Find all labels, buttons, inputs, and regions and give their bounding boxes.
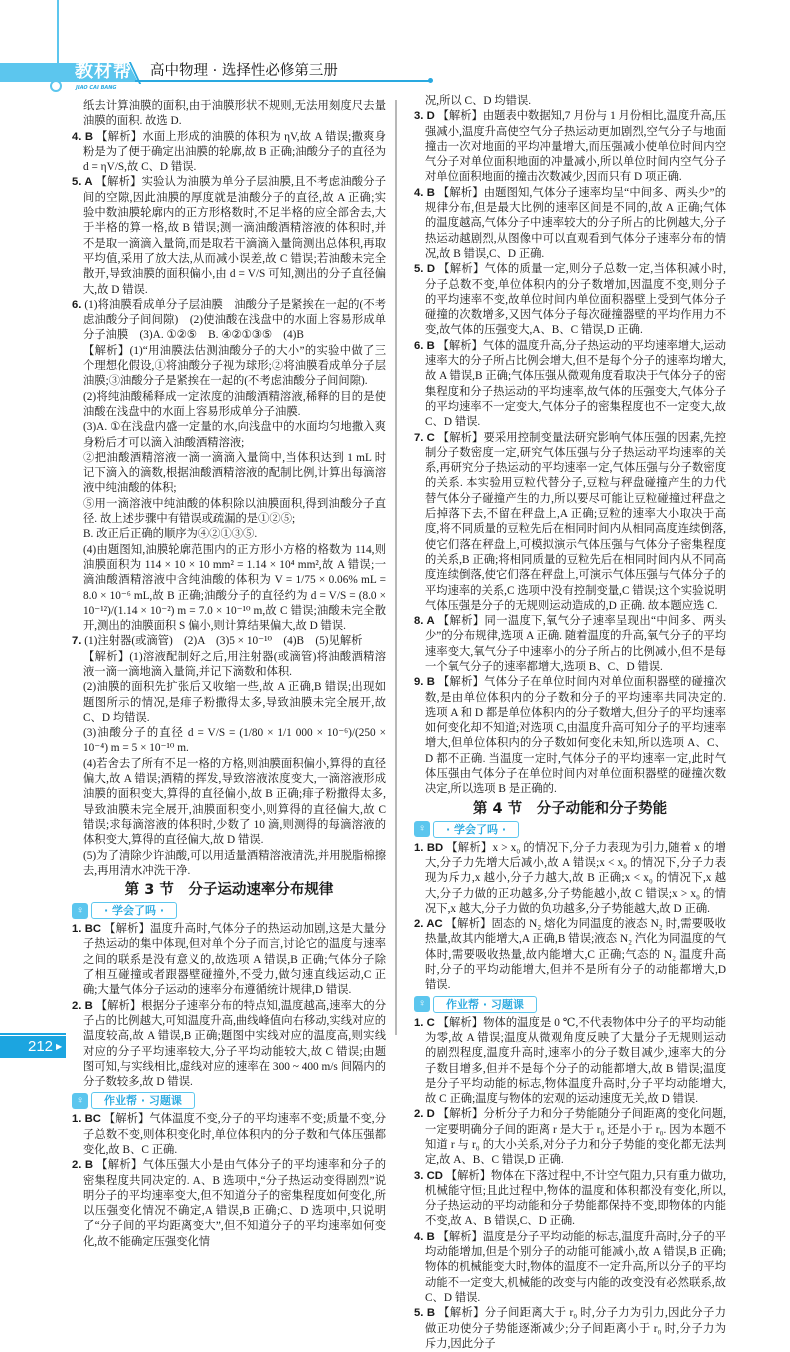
header-rule-dot <box>428 78 433 83</box>
answer-item <box>414 675 726 797</box>
answer-number: 2. B <box>72 1159 94 1172</box>
answer-text: 【解析】x > x₀ 的情况下,分子力表现为引力,随着 x 的增大,分子力先增大后减小,故 A 错误;x < x₀ 的情况下,分子力表现为斥力,x 越小,分子力越大,故 B 正确;x < x₀ 的情况下,x 越大,分子力做的正功越多,分子势能越小,故 C 错误;x > x₀ 的情况下,x 越大,分子力做的负功越多,分子势能越大,故 D 正确. <box>425 841 726 915</box>
answer-text: 【解析】气体分子在单位时间内对单位面积器壁的碰撞次数,是由单位体积内的分子数和分子的平均速率共同决定的. 选项 A 和 D 都是单位体积内的分子数增大,但分子的平均速率如何变化却不知道;对选项 C,由温度升高可知分子的平均速率增大,但单位体积内的分子数如何变化未知,所以选项 A、C、D 都不正确. 当温度一定时,气体分子的平均速率一定,此时气体压强由气体分子在单位时间内对单位面积器壁的碰撞次数决定,所以选项 B 是正确的. <box>425 676 726 796</box>
answer-number: 3. D <box>414 110 435 123</box>
answer-item <box>72 175 386 297</box>
answer-number: 6. <box>72 298 82 311</box>
answer-number: 1. BC <box>72 1113 101 1126</box>
brand-pinyin: JIAO CAI BANG <box>76 85 117 91</box>
answer-number: 3. CD <box>414 1169 443 1182</box>
page-number-frame <box>0 1033 66 1035</box>
section-title: 第 3 节 分子运动速率分布规律 <box>124 882 334 899</box>
answer-number: 5. D <box>414 263 436 276</box>
explanation-paragraph: (4)由题图知,油膜轮廓范围内的正方形小方格的格数为 114,则油膜面积为 114 × 10 × 10 mm² = 1.14 × 10⁴ mm²,故 A 错误;一滴油酸酒精溶液中含纯油酸的体积为 V = 1/75 × 0.06% mL = 8.0 × 10⁻⁶ mL,故 B 正确;油酸分子的直径约为 d = V/S = (8.0 × 10⁻¹²)/(1.14 × 10⁻²) m = 7.0 × 10⁻¹⁰ m,故 C 错误;油酸未完全散开,测出的油膜面积 S 偏小,则计算结果偏大,故 D 错误. <box>83 543 386 633</box>
answer-item <box>72 298 386 344</box>
section-tag <box>72 902 386 919</box>
answer-item <box>414 262 726 338</box>
answer-text: 【解析】由题图知,气体分子速率均呈“中间多、两头少”的规律分布,但是最大比例的速率区间是不同的,故 A 正确;气体的温度越高,气体分子中速率较大的分子所占的比例越大,分子热运动越剧烈,从图像中可以直观看到气体分子速率分布的情况,故 B 错误,C、D 正确. <box>425 186 727 260</box>
explanation-paragraph: 【解析】(1)“用油膜法估测油酸分子的大小”的实验中做了三个理想化假设,①将油酸分子视为球形;②将油膜看成单分子层油膜;③油酸分子是紧挨在一起的(不考虑油酸分子间间隙). <box>83 344 386 388</box>
brand-logo: 教材帮 <box>75 61 132 82</box>
answer-number: 4. B <box>72 130 93 143</box>
answer-number: 1. C <box>414 1016 435 1029</box>
lightbulb-icon: ♀ <box>414 821 430 837</box>
answer-number: 2. AC <box>414 918 443 931</box>
answer-text: 【解析】物体的温度是 0 ℃,不代表物体中分子的平均动能为零,故 A 错误;温度从微观角度反映了大量分子无规则运动的剧烈程度,温度升高时,速率小的分子数目减少,速率大的分子数目增多,但并不是每个分子的动能都增大,故 B 错误;温度是分子平均动能的标志,物体温度升高时,分子平均动能增大,故 C 正确;温度与物体的宏观的运动速度无关,故 D 错误. <box>425 1016 727 1106</box>
answer-item <box>414 109 726 185</box>
section-tag <box>414 996 726 1013</box>
answer-item <box>414 841 726 917</box>
answer-number: 8. A <box>414 615 435 628</box>
explanation-paragraph: ⑤用一滴溶液中纯油酸的体积除以油膜面积,得到油酸分子直径. 故上述步骤中有错误或疏漏的是①②⑤; <box>83 497 386 526</box>
explanation-paragraph: (5)为了清除少许油酸,可以用适量酒精溶液清洗,并用脱脂棉擦去,再用清水冲洗干净. <box>83 849 386 877</box>
explanation-paragraph: (2)将纯油酸稀释成一定浓度的油酸酒精溶液,稀释的目的是使油酸在浅盘中的水面上容易形成单分子油膜. <box>83 390 386 418</box>
answer-number: 6. B <box>414 339 435 352</box>
answer-number: 2. D <box>414 1108 435 1121</box>
answer-text: 【解析】气体温度不变,分子的平均速率不变;质量不变,分子总数不变,则体积变化时,单位体积内的分子数和气体压强都变化,故 B、C 正确. <box>83 1113 386 1156</box>
answer-item <box>414 339 726 431</box>
section-tag-label: 作业帮 · 习题课 <box>91 1092 195 1109</box>
section-title: 第 4 节 分子动能和分子势能 <box>472 800 668 817</box>
answer-number: 9. B <box>414 676 435 689</box>
answer-text: 【解析】同一温度下,氧气分子速率呈现出“中间多、两头少”的分布规律,选项 A 正确. 随着温度的升高,氧气分子的平均速率变大,氧气分子中速率小的分子所占的比例减小,但不是每一个氧气分子的速率都增大,选项 B、C、D 错误. <box>425 615 726 673</box>
lightbulb-icon: ♀ <box>414 996 430 1012</box>
answer-number: 7. C <box>414 431 435 444</box>
answer-text: 【解析】物体在下落过程中,不计空气阻力,只有重力做功,机械能守恒;且此过程中,物体的温度和体积都没有变化,所以,分子热运动的平均动能和分子势能都保持不变,即物体的内能不变,故 A、B 错误,C、D 正确. <box>425 1169 726 1228</box>
column-divider <box>395 100 397 1035</box>
answer-item <box>414 186 726 262</box>
answer-item <box>414 917 726 993</box>
answer-number: 7. <box>72 635 82 648</box>
answer-item <box>414 1306 726 1352</box>
explanation-paragraph: (2)油膜的面积先扩张后又收缩一些,故 A 正确,B 错误;出现如题图所示的情况,是痱子粉撒得太多,导致油膜未完全展开,故 C、D 均错误. <box>83 681 386 724</box>
explanation-paragraph: (4)若舍去了所有不足一格的方格,则油膜面积偏小,算得的直径偏大,故 A 错误;酒精的挥发,导致溶液浓度变大,一滴溶液形成油膜的面积变大,算得的直径偏小,故 B 正确;痱子粉撒得太多,导致油膜未完全展开,油膜面积变小,则算得的直径偏大,故 C 错误;求每滴溶液的体积时,少数了 10 滴,则测得的每滴溶液的体积变大,算得的直径偏大,故 D 错误. <box>83 757 386 847</box>
answer-text: 【解析】气体的质量一定,则分子总数一定,当体积减小时,分子总数不变,单位体积内的分子数增加,因温度不变,则分子的平均速率不变,故单位时间内单位面积器壁上受到气体分子碰撞的次数增多,又因气体分子每次碰撞器壁的平均作用力不变,故气体的压强变大,A、B、C 错误,D 正确. <box>425 263 726 337</box>
answer-item <box>72 922 386 998</box>
answer-item <box>414 431 726 615</box>
answer-text: 【解析】实验认为油膜为单分子层油膜,且不考虑油酸分子间的空隙,因此油膜的厚度就是油酸分子的直径,故 A 正确;实验中数油膜轮廓内的正方形格数时,不足半格的应全部舍去,大于半格的算一格,故 B 错误;测一滴油酸酒精溶液的体积时,并不是取一滴滴入量筒,而是取若干滴滴入量筒测出总体积,再取平均值,采用了放大法,从而减小误差,故 C 错误;若油酸未完全散开,导致油膜的面积偏小,由 d = V/S 可知,测出的分子直径偏大,故 D 错误. <box>83 176 387 296</box>
section-tag-label: · 学会了吗 · <box>91 902 177 919</box>
answer-item <box>72 1112 386 1158</box>
answer-text: 【解析】气体的温度升高,分子热运动的平均速率增大,运动速率大的分子所占比例会增大,但不是每个分子的速率均增大,故 A 错误,B 正确;气体压强从微观角度看取决于气体分子的密集程度和分子热运动的平均速率,故气体的压强变大,气体分子的平均速率不一定变大,气体分子的密集程度也不一定变大,故 C、D 错误. <box>425 339 726 429</box>
answer-text: (1)注射器(或滴管) (2)A (3)5 × 10⁻¹⁰ (4)B (5)见解析 <box>84 635 363 648</box>
explanation-paragraph: (3)A. ①在浅盘内盛一定量的水,向浅盘中的水面均匀地撒入爽身粉后才可以滴入油酸酒精溶液; <box>83 421 386 449</box>
answer-text: 【解析】固态的 N₂ 熔化为同温度的液态 N₂ 时,需要吸收热量,故其内能增大,A 正确,B 错误;液态 N₂ 汽化为同温度的气体时,需要吸收热量,故内能增大,C 正确;气态的 N₂ 温度升高时,分子的平均动能增大,但并不是所有分子的动能都增大,D 错误. <box>425 918 726 992</box>
answer-text: 【解析】根据分子速率分布的特点知,温度越高,速率大的分子占的比例越大,可知温度升高,曲线峰值向右移动,实线对应的温度较高,故 A 错误,B 正确;题图中实线对应的温度高,则实线对应的分子平均速率较大,分子平均动能较大,故 C 错误;由题图可知,与实线相比,虚线对应的速率在 300 ~ 400 m/s 间隔内的分子数较多,故 D 错误. <box>83 999 387 1089</box>
answer-item <box>72 130 386 176</box>
answer-item <box>414 1230 726 1306</box>
explanation-paragraph: ②把油酸酒精溶液一滴一滴滴入量筒中,当体积达到 1 mL 时记下滴入的滴数,根据油酸酒精溶液的配制比例,计算出每滴溶液中纯油酸的体积; <box>83 451 386 495</box>
explanation-paragraph: (3)油酸分子的直径 d = V/S = (1/80 × 1/1 000 × 10⁻⁶)/(250 × 10⁻⁴) m = 5 × 10⁻¹⁰ m. <box>83 727 386 755</box>
answer-number: 4. B <box>414 1230 435 1243</box>
answer-text: 【解析】分析分子力和分子势能随分子间距离的变化问题,一定要明确分子间的距离 r 是大于 r₀ 还是小于 r₀. 因为本题不知道 r 与 r₀ 的大小关系,对分子力和分子势能的变化都无法判定,故 A、B、C 错误,D 正确. <box>425 1108 727 1167</box>
answer-text: (1)将油膜看成单分子层油膜 油酸分子是紧挨在一起的(不考虑油酸分子间间隙) (2)使油酸在浅盘中的水面上容易形成单分子油膜 (3)A. ①②⑤ B. ④②①③⑤ (4)B <box>83 298 387 342</box>
section-tag <box>414 821 726 838</box>
page-number: 212 <box>28 1038 54 1055</box>
section-tag <box>72 1092 386 1109</box>
lightbulb-icon: ♀ <box>72 1093 88 1109</box>
continued-text: 况,所以 C、D 均错误. <box>425 95 532 107</box>
answer-text: 【解析】要采用控制变量法研究影响气体压强的因素,先控制分子数密度一定,研究气体压强与分子热运动平均速率的关系,再研究分子热运动的平均速率一定,气体压强与分子数密度的关系. 本实验用豆粒代替分子,豆粒与秤盘碰撞产生的力代替气体分子碰撞产生的力,所以要尽可能让豆粒碰撞过秤盘之后掉落下去,不留在秤盘上,A 正确;豆粒的速率大小取决于高度,将不同质量的豆粒先后在相同时间内从相同高度连续倒落,使它们落在秤盘上,可模拟演示气体压强与气体分子密集程度的关系,B 正确;将相同质量的豆粒先后在相同时间内从不同高度连续倒落,使它们落在秤盘上,可演示气体压强与气体分子的平均速率的关系,C 选项中没有控制变量,C 错误;这个实验说明气体压强是分子的无规则运动造成的,D 正确. 故本题应选 C. <box>425 431 727 612</box>
header-rule <box>135 80 430 82</box>
answer-item <box>414 614 726 675</box>
answer-text: 【解析】水面上形成的油膜的体积为 ηV,故 A 错误;撒爽身粉是为了便于确定出油膜的轮廓,故 B 正确;油酸分子的直径为 d = ηV/S,故 C、D 错误. <box>83 130 386 174</box>
explanation-paragraph: 【解析】(1)溶液配制好之后,用注射器(或滴管)将油酸酒精溶液一滴一滴地滴入量筒,并记下滴数和体积. <box>83 650 386 678</box>
section-tag-label: · 学会了吗 · <box>433 821 519 838</box>
answer-number: 5. A <box>72 176 93 189</box>
answer-text: 【解析】分子间距离大于 r₀ 时,分子力为引力,因此分子力做正功使分子势能逐渐减少;分子间距离小于 r₀ 时,分子力为斥力,因此分子 <box>425 1307 726 1350</box>
answer-item <box>414 1169 726 1230</box>
answer-number: 2. B <box>72 999 93 1012</box>
answer-text: 【解析】气体压强大小是由气体分子的平均速率和分子的密集程度共同决定的. A、B 选项中,“分子热运动变得剧烈”说明分子的平均速率变大,但不知道分子的密集程度如何变化,所以压强变化情况不确定,A 错误,B 正确;C、D 选项中,只说明了“分子间的平均距离变大”,但不知道分子的平均速率如何变化,故不能确定压强变化情 <box>83 1159 386 1248</box>
page-arrow-icon: ▶ <box>56 1042 63 1051</box>
section-tag-label: 作业帮 · 习题课 <box>433 996 537 1013</box>
book-title: 高中物理 · 选择性必修第三册 <box>150 63 338 79</box>
answer-text: 【解析】由题表中数据知,7 月份与 1 月份相比,温度升高,压强减小,温度升高使空气分子热运动更加剧烈,空气分子与地面撞击一次对地面的平均冲量增大,而压强减小使单位时间内空气分子对单位面积地面的冲量减小,所以单位时间内空气分子对单位面积地面的撞击次数减少,因而只有 D 项正确. <box>425 110 727 184</box>
right-column <box>414 94 726 1352</box>
lightbulb-icon: ♀ <box>72 903 88 919</box>
left-column <box>72 99 386 1250</box>
answer-item <box>72 999 386 1091</box>
answer-number: 1. BC <box>72 923 102 936</box>
answer-item <box>72 634 386 649</box>
answer-number: 1. BD <box>414 841 444 854</box>
answer-number: 5. B <box>414 1307 436 1320</box>
answer-item <box>72 1158 386 1250</box>
answer-number: 4. B <box>414 186 435 199</box>
answer-item <box>414 1016 726 1108</box>
answer-text: 【解析】温度升高时,气体分子的热运动加剧,这是大量分子热运动的集中体现,但对单个分子而言,讨论它的温度与速率之间的联系是没有意义的,故选项 A 错误,B 正确;气体分子除了相互碰撞或者跟器壁碰撞外,不受力,做匀速直线运动,C 正确;大量气体分子运动的速率分布遵循统计规律,D 错误. <box>83 923 386 997</box>
explanation-paragraph: B. 改正后正确的顺序为④②①③⑤. <box>83 528 258 541</box>
answer-text: 【解析】温度是分子平均动能的标志,温度升高时,分子的平均动能增加,但是个别分子的动能可能减小,故 A 错误,B 正确;物体的机械能变大时,物体的温度不一定升高,所以分子的平均动能不一定变大,机械能的改变与内能的改变没有必然联系,故 C、D 错误. <box>425 1230 726 1304</box>
continued-text: 纸去计算油膜的面积,由于油膜形状不规则,无法用刻度尺去量油膜的面积. 故选 D. <box>83 100 386 128</box>
answer-item <box>414 1107 726 1168</box>
